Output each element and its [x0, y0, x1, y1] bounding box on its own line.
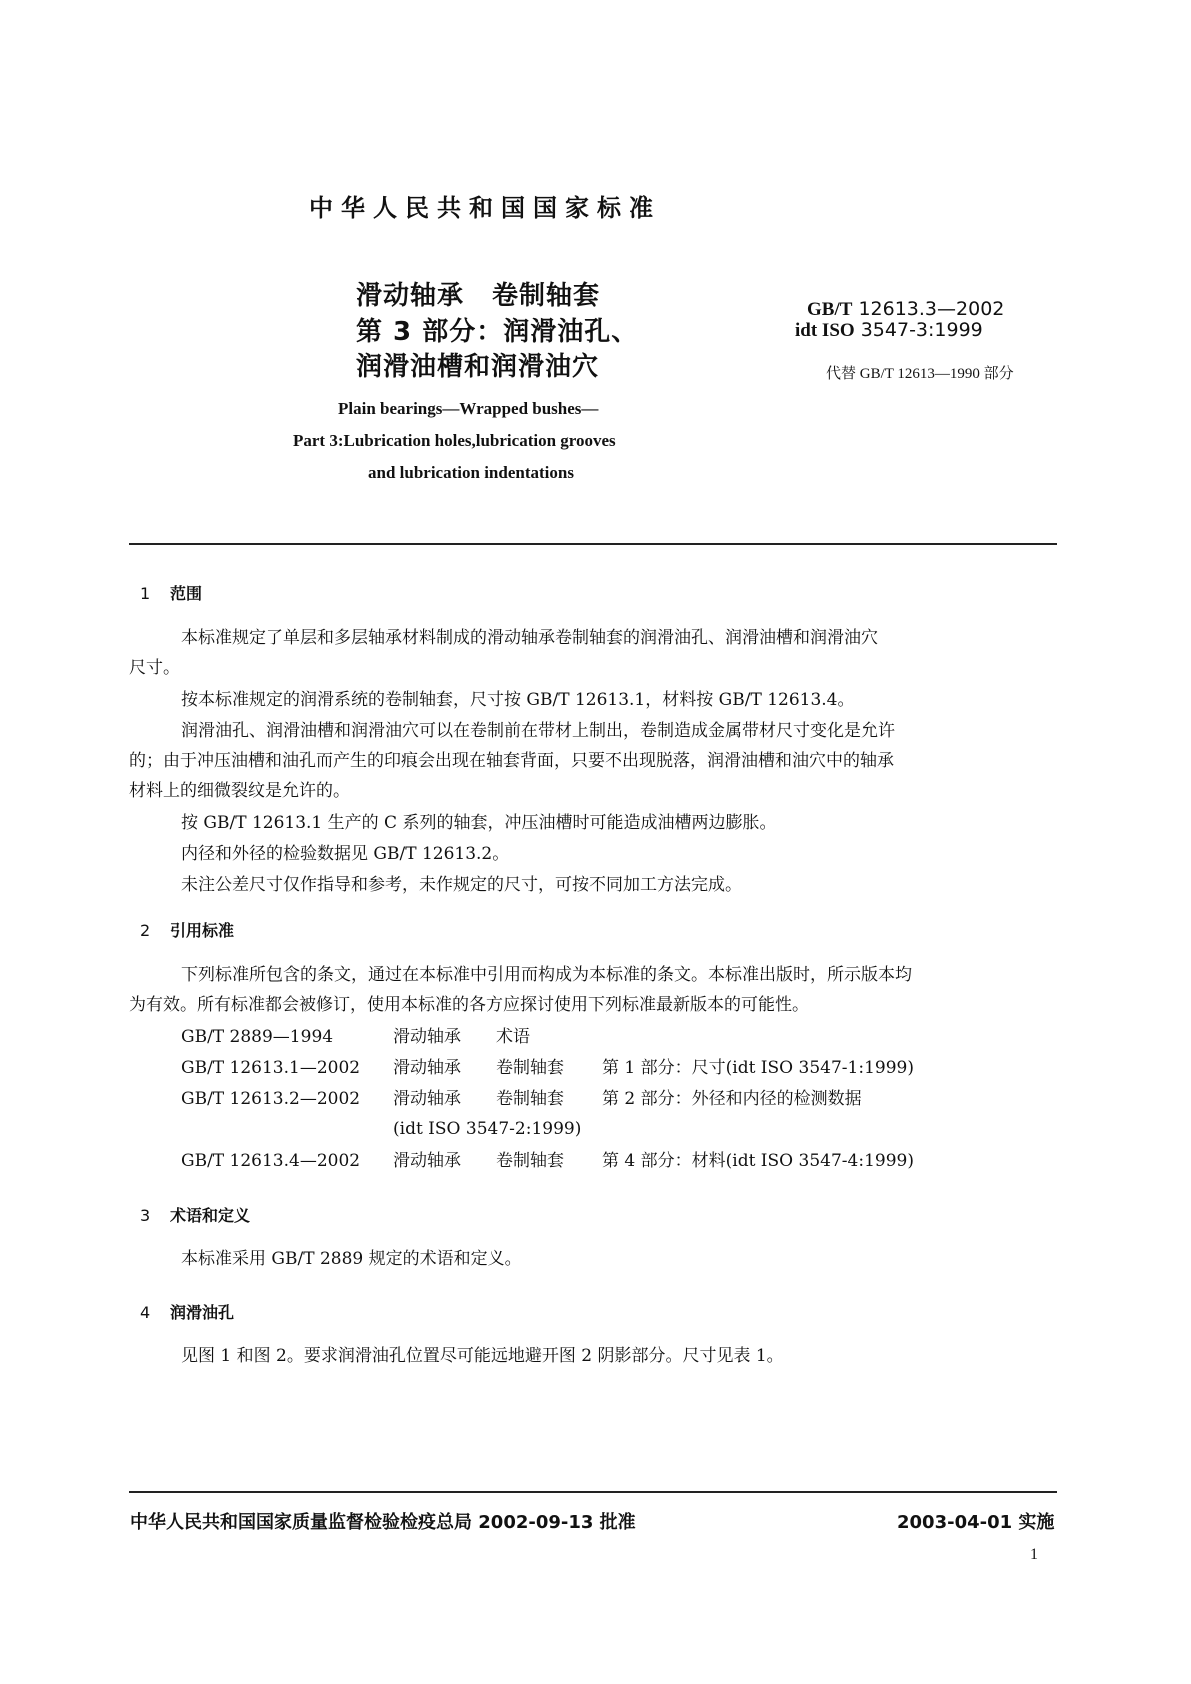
en-title-line-2: Part 3:Lubrication holes,lubrication grooves — [293, 431, 616, 450]
page-number: 1 — [1030, 1546, 1038, 1563]
en-title-line-3: and lubrication indentations — [368, 463, 574, 482]
national-standard-title: 中华人民共和国国家标准 — [309, 194, 661, 222]
standard-idt-value: 3547-3:1999 — [860, 319, 983, 341]
section-2-heading — [140, 918, 234, 941]
standard-idt-prefix: idt ISO — [795, 320, 855, 341]
s1-paragraph-1-line-2: 尺寸。 — [129, 658, 180, 678]
s1-paragraph-4: 按 GB/T 12613.1 生产的 C 系列的轴套，冲压油槽时可能造成油槽两边膨胀。 — [181, 813, 777, 833]
standard-idt — [795, 319, 983, 342]
section-4-heading — [140, 1300, 234, 1323]
section-3-number: 3 — [140, 1206, 151, 1225]
reference-title-a: 滑动轴承 — [393, 1027, 461, 1047]
reference-title-a: 滑动轴承 — [393, 1058, 461, 1078]
reference-title-c: 第 4 部分：材料(idt ISO 3547-4:1999) — [602, 1151, 914, 1171]
reference-title-c: 第 1 部分：尺寸(idt ISO 3547-1:1999) — [602, 1058, 914, 1078]
approval-statement: 中华人民共和国国家质量监督检验检疫总局 2002-09-13 批准 — [130, 1512, 636, 1533]
section-4-number: 4 — [140, 1303, 151, 1322]
section-1-title: 范围 — [170, 584, 203, 603]
section-4-title: 润滑油孔 — [170, 1303, 235, 1322]
s1-paragraph-5: 内径和外径的检验数据见 GB/T 12613.2。 — [181, 844, 510, 864]
section-1-heading — [140, 581, 202, 604]
reference-code: GB/T 12613.1—2002 — [181, 1058, 361, 1078]
reference-title-b: 卷制轴套 — [496, 1151, 564, 1171]
standard-replaces: 代替 GB/T 12613—1990 部分 — [826, 366, 1014, 382]
reference-code: GB/T 12613.4—2002 — [181, 1151, 361, 1171]
cn-title-line-1 — [356, 275, 600, 312]
effective-date: 2003-04-01 实施 — [897, 1512, 1055, 1533]
s1-paragraph-6: 未注公差尺寸仅作指导和参考，未作规定的尺寸，可按不同加工方法完成。 — [181, 875, 742, 895]
reference-title-a: 滑动轴承 — [393, 1151, 461, 1171]
s1-paragraph-3-line-3: 材料上的细微裂纹是允许的。 — [129, 781, 350, 801]
reference-title-b: 术语 — [496, 1027, 530, 1047]
reference-item — [181, 1146, 914, 1176]
standard-number — [807, 298, 1004, 321]
cn-title-line-3: 润滑油槽和润滑油穴 — [356, 352, 600, 382]
footer-divider — [129, 1491, 1057, 1493]
section-2-number: 2 — [140, 921, 151, 940]
cn-title-part-b: 卷制轴套 — [492, 281, 601, 311]
reference-item — [181, 1022, 530, 1052]
reference-code: GB/T 2889—1994 — [181, 1027, 334, 1047]
reference-title-b: 卷制轴套 — [496, 1089, 564, 1109]
reference-title-b: 卷制轴套 — [496, 1058, 564, 1078]
reference-code: GB/T 12613.2—2002 — [181, 1089, 361, 1109]
section-3-title: 术语和定义 — [170, 1206, 251, 1225]
section-3-heading — [140, 1203, 250, 1226]
reference-title-a: (idt ISO 3547-2:1999) — [393, 1119, 582, 1139]
standard-number-value: 12613.3—2002 — [858, 298, 1005, 320]
s1-paragraph-3-line-2: 的；由于冲压油槽和油孔而产生的印痕会出现在轴套背面，只要不出现脱落，润滑油槽和油穴中的轴承 — [129, 751, 894, 771]
section-2-title: 引用标准 — [170, 921, 235, 940]
s2-paragraph-1-line-1: 下列标准所包含的条文，通过在本标准中引用而构成为本标准的条文。本标准出版时，所示版本均 — [181, 965, 912, 985]
s1-paragraph-3-line-1: 润滑油孔、润滑油槽和润滑油穴可以在卷制前在带材上制出，卷制造成金属带材尺寸变化是允许 — [181, 721, 895, 741]
s2-paragraph-1-line-2: 为有效。所有标准都会被修订，使用本标准的各方应探讨使用下列标准最新版本的可能性。 — [129, 995, 809, 1015]
standard-number-prefix: GB/T — [807, 299, 853, 320]
s4-paragraph-1: 见图 1 和图 2。要求润滑油孔位置尽可能远地避开图 2 阴影部分。尺寸见表 1。 — [181, 1346, 784, 1366]
cn-title-part-a: 滑动轴承 — [356, 281, 465, 311]
reference-item — [181, 1053, 914, 1083]
reference-title-c: 第 2 部分：外径和内径的检测数据 — [602, 1089, 862, 1109]
reference-item-continuation — [181, 1114, 581, 1144]
en-title-line-1: Plain bearings—Wrapped bushes— — [338, 399, 599, 418]
reference-title-a: 滑动轴承 — [393, 1089, 461, 1109]
s1-paragraph-1-line-1: 本标准规定了单层和多层轴承材料制成的滑动轴承卷制轴套的润滑油孔、润滑油槽和润滑油穴 — [181, 628, 878, 648]
header-divider — [129, 543, 1057, 545]
s1-paragraph-2: 按本标准规定的润滑系统的卷制轴套，尺寸按 GB/T 12613.1，材料按 GB/T 12613.4。 — [181, 690, 855, 710]
cn-title-line-2: 第 3 部分：润滑油孔、 — [356, 317, 639, 347]
section-1-number: 1 — [140, 584, 151, 603]
reference-item — [181, 1084, 862, 1114]
s3-paragraph-1: 本标准采用 GB/T 2889 规定的术语和定义。 — [181, 1249, 522, 1269]
